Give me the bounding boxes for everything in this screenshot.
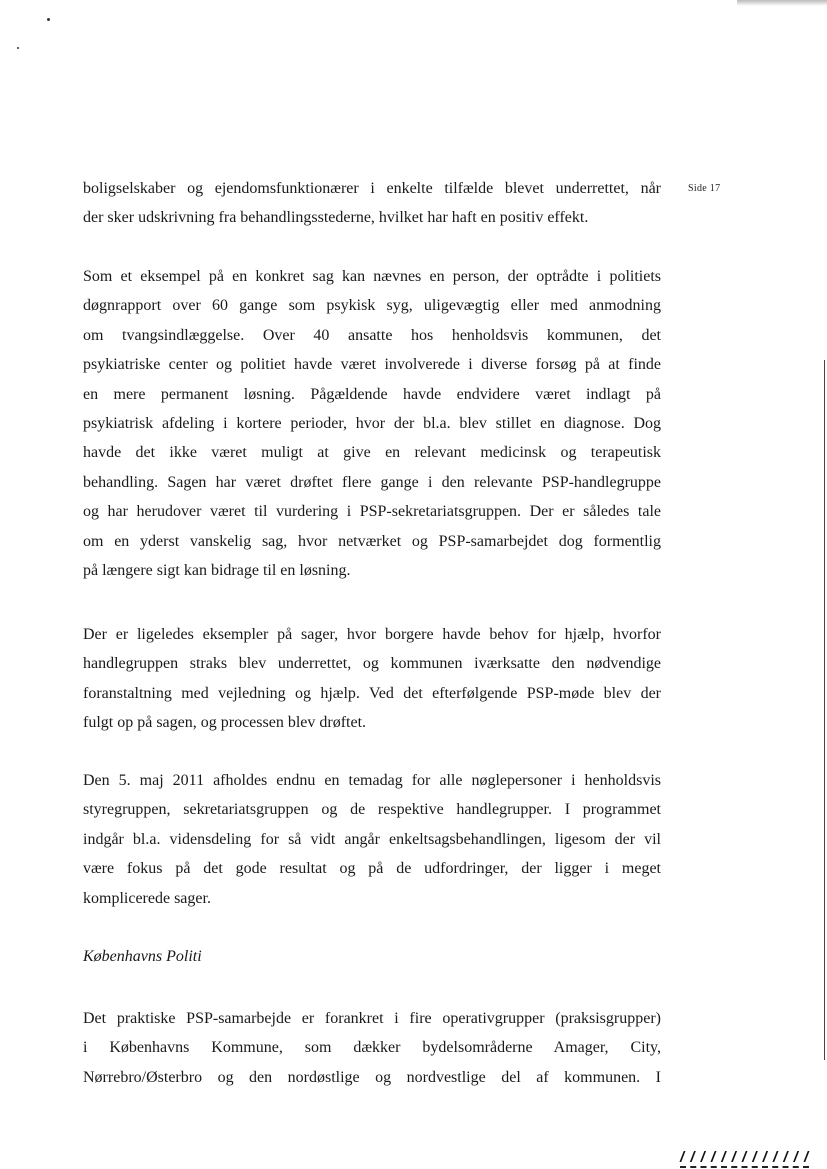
paragraph-other-examples — [83, 620, 661, 738]
bottom-slash-marks: / / / / / / / / / / / / / — [680, 1149, 810, 1166]
text-line: der sker udskrivning fra behandlingsstederne, hvilket har haft en positiv effekt. — [83, 209, 589, 227]
text-line: psykiatrisk afdeling i kortere perioder, hvor der bl.a. blev stillet en diagnose. Dog — [83, 415, 661, 433]
text-line: fulgt op på sagen, og processen blev drøftet. — [83, 714, 367, 732]
scan-edge-top — [737, 0, 827, 6]
section-heading — [83, 942, 661, 971]
text-line: indgår bl.a. vidensdeling for så vidt angår enkeltsagsbehandlingen, ligesom der vil — [83, 830, 661, 848]
text-line: Nørrebro/Østerbro og den nordøstlige og nordvestlige del af kommunen. I — [83, 1068, 661, 1086]
text-line: i Københavns Kommune, som dækker bydelsområderne Amager, City, — [83, 1039, 661, 1057]
text-line: og har herudover været til vurdering i PSP-sekretariatsgruppen. Der er således tale — [83, 503, 661, 521]
text-line: Den 5. maj 2011 afholdes endnu en temadag for alle nøglepersoner i henholdsvis — [83, 772, 661, 789]
text-line: være fokus på det gode resultat og på de udfordringer, der ligger i meget — [83, 860, 661, 878]
text-line: på længere sigt kan bidrage til en løsning. — [83, 562, 351, 580]
text-line: Som et eksempel på en konkret sag kan nævnes en person, der optrådte i politiets — [83, 268, 661, 285]
text-line: handlegruppen straks blev underrettet, og kommunen iværksatte den nødvendige — [83, 655, 661, 673]
section-heading-text: Københavns Politi — [83, 948, 202, 965]
page-number-label: Side 17 — [688, 183, 721, 194]
text-line: boligselskaber og ejendomsfunktionærer i enkelte tilfælde blevet underrettet, når — [83, 180, 661, 197]
text-line: foranstaltning med vejledning og hjælp. Ved det efterfølgende PSP-møde blev der — [83, 684, 661, 702]
paragraph-theme-day — [83, 766, 661, 913]
scan-speck — [47, 18, 50, 21]
scan-edge-line — [824, 360, 825, 1060]
text-line: havde det ikke været muligt at give en relevant medicinsk og terapeutisk — [83, 444, 661, 462]
text-line: om en yderst vanskelig sag, hvor netværket og PSP-samarbejdet dog formentlig — [83, 532, 661, 550]
paragraph-example-case — [83, 262, 661, 585]
paragraph-continuation — [83, 174, 661, 233]
text-line: psykiatriske center og politiet havde været involverede i diverse forsøg på at finde — [83, 356, 661, 374]
paragraph-copenhagen-police — [83, 1004, 661, 1092]
text-line: Det praktiske PSP-samarbejde er forankret i fire operativgrupper (praksisgrupper) — [83, 1010, 661, 1027]
text-line: Der er ligeledes eksempler på sager, hvor borgere havde behov for hjælp, hvorfor — [83, 626, 661, 643]
text-line: døgnrapport over 60 gange som psykisk syg, uligevægtig eller med anmodning — [83, 297, 661, 315]
text-line: en mere permanent løsning. Pågældende havde endvidere været indlagt på — [83, 385, 661, 403]
text-line: komplicerede sager. — [83, 889, 211, 907]
text-line: styregruppen, sekretariatsgruppen og de respektive handlegrupper. I programmet — [83, 801, 661, 819]
text-line: om tvangsindlæggelse. Over 40 ansatte hos henholdsvis kommunen, det — [83, 326, 661, 344]
scan-speck — [17, 47, 19, 49]
text-line: behandling. Sagen har været drøftet flere gange i den relevante PSP-handlegruppe — [83, 473, 661, 491]
